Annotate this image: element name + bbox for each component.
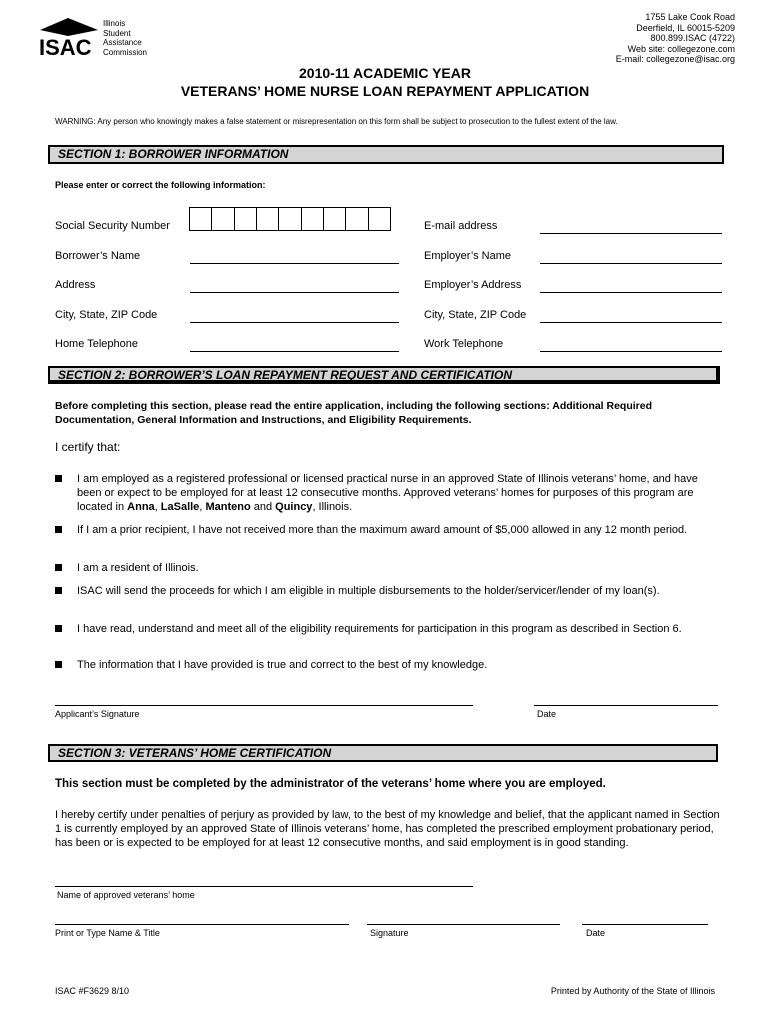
logo-text: Illinois Student Assistance Commission	[103, 19, 148, 57]
applicant-date-field[interactable]	[534, 705, 718, 706]
section1-heading: SECTION 1: BORROWER INFORMATION	[48, 145, 724, 164]
ssn-input[interactable]	[189, 207, 391, 231]
city-state-zip-field[interactable]	[190, 322, 399, 323]
address-label: Address	[55, 279, 96, 291]
form-id: ISAC #F3629 8/10	[55, 986, 130, 996]
veterans-home-name-field[interactable]	[55, 886, 473, 887]
bullet-square-icon	[55, 526, 62, 533]
administrator-signature-field[interactable]	[367, 924, 560, 925]
certify-text: I certify that:	[55, 440, 121, 454]
work-telephone-label: Work Telephone	[424, 338, 504, 350]
list-item: The information that I have provided is true and correct to the best of my knowledge.	[55, 658, 719, 674]
list-item: I am employed as a registered professional or licensed practical nurse in an approved State of Illinois veterans’ home, and have been or expect to be employed for at least 12 consecutive months. Approved veterans’ homes for purposes of this program are located in Anna, LaSalle, Manteno and Quincy, Illinois.	[55, 472, 719, 516]
employer-address-label: Employer’s Address	[424, 279, 522, 291]
section2-heading: SECTION 2: BORROWER’S LOAN REPAYMENT REQUEST AND CERTIFICATION	[48, 366, 720, 384]
list-item: ISAC will send the proceeds for which I am eligible in multiple disbursements to the holder/servicer/lender of my loan(s).	[55, 584, 719, 614]
bullet-square-icon	[55, 587, 62, 594]
employer-city-state-zip-label: City, State, ZIP Code	[424, 309, 527, 321]
bullet-square-icon	[55, 564, 62, 571]
borrower-name-label: Borrower’s Name	[55, 250, 141, 262]
employer-name-field[interactable]	[540, 263, 722, 264]
bullet-square-icon	[55, 661, 62, 668]
ssn-label: Social Security Number	[55, 220, 170, 232]
section3-admin-note: This section must be completed by the administrator of the veterans’ home where you are employed.	[55, 778, 606, 790]
contact-address: 1755 Lake Cook Road Deerfield, IL 60015-5209 800.899.ISAC (4722) Web site: collegezone.com E-mail: collegezone@isac.org	[615, 12, 735, 64]
city-state-zip-label: City, State, ZIP Code	[55, 309, 158, 321]
logo-mark: ISAC	[39, 35, 92, 58]
employer-address-field[interactable]	[540, 292, 722, 293]
work-telephone-field[interactable]	[540, 351, 722, 352]
section2-intro: Before completing this section, please read the entire application, including the following sections: Additional Required Documentation, General Information and Instructions, and Eligibility Requirements.	[55, 400, 653, 426]
printing-authority: Printed by Authority of the State of Illinois	[550, 986, 715, 996]
email-label: E-mail address	[424, 220, 498, 232]
borrower-name-field[interactable]	[190, 263, 399, 264]
applicant-date-label: Date	[537, 709, 557, 719]
section3-statement: I hereby certify under penalties of perjury as provided by law, to the best of my knowledge and belief, that the applicant named in Section 1 is currently employed by an approved State of Illinois veterans’ home, has completed the prescribed employment probationary period, has been or is expected to be employed for at least 12 consecutive months, and said employment is in good standing.	[55, 809, 720, 849]
print-name-title-field[interactable]	[55, 924, 349, 925]
address-field[interactable]	[190, 292, 399, 293]
veterans-home-name-label: Name of approved veterans’ home	[57, 890, 195, 900]
print-name-title-label: Print or Type Name & Title	[55, 928, 160, 938]
employer-name-label: Employer’s Name	[424, 250, 512, 262]
list-item: If I am a prior recipient, I have not received more than the maximum award amount of $5,000 allowed in any 12 month period.	[55, 523, 719, 553]
administrator-signature-label: Signature	[370, 928, 409, 938]
list-item: I am a resident of Illinois.	[55, 561, 719, 577]
bullet-square-icon	[55, 625, 62, 632]
home-telephone-label: Home Telephone	[55, 338, 138, 350]
section1-instruction: Please enter or correct the following information:	[55, 180, 266, 190]
page-title: VETERANS’ HOME NURSE LOAN REPAYMENT APPLICATION	[180, 83, 590, 99]
mortarboard-icon	[40, 18, 98, 36]
administrator-date-label: Date	[586, 928, 606, 938]
list-item: I have read, understand and meet all of the eligibility requirements for participation in this program as described in Section 6.	[55, 622, 719, 652]
employer-city-state-zip-field[interactable]	[540, 322, 722, 323]
page-title-year: 2010-11 ACADEMIC YEAR	[299, 65, 471, 81]
bullet-square-icon	[55, 475, 62, 482]
home-telephone-field[interactable]	[190, 351, 399, 352]
email-field[interactable]	[540, 233, 722, 234]
applicant-signature-label: Applicant’s Signature	[55, 709, 140, 719]
applicant-signature-field[interactable]	[55, 705, 473, 706]
isac-logo	[36, 16, 100, 58]
warning-text: WARNING: Any person who knowingly makes a false statement or misrepresentation on this form shall be subject to prosecution to the fullest extent of the law.	[55, 117, 618, 126]
section3-heading: SECTION 3: VETERANS’ HOME CERTIFICATION	[48, 744, 718, 762]
administrator-date-field[interactable]	[582, 924, 708, 925]
